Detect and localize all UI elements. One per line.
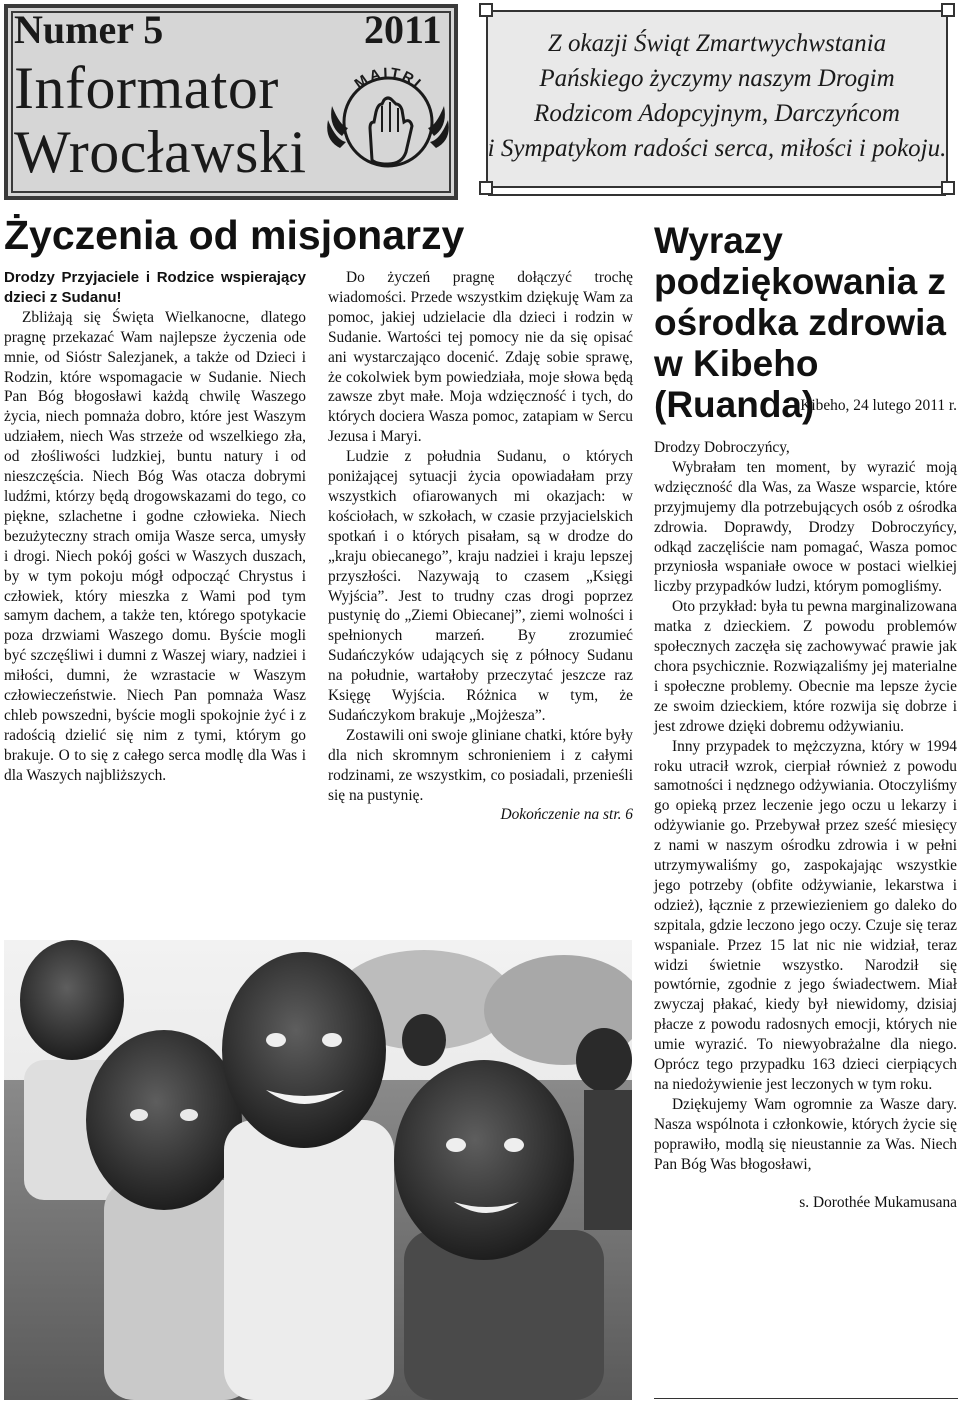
article-column-1	[4, 268, 306, 786]
article-paragraph: Wybrałam ten moment, by wyrazić moją wdzięczność dla Was, za Wasze wsparcie, które przyjmujemy dla potrzebujących osób z ośrodka zdrowia. Doprawdy, Drodzy Dobroczyńcy, odkąd zaczęliście nam pomagać, Wasza pomoc przyniosła wspaniałe owoce w postaci wielkiej liczby przypadków ludzi, którym pomogliśmy.	[654, 458, 957, 596]
article-salutation: Drodzy Przyjaciele i Rodzice wspierający dzieci z Sudanu!	[4, 269, 306, 306]
article-paragraph: Ludzie z południa Sudanu, o których poniżającej sytuacji życia opowiadałam przy wszystkich ofiarowanych mi okazjach: w kościołach, w szkołach, w czasie przyjacielskich spotkań i o których pisałam, są w drodze do „kraju obiecanego”, kraju nadziei i kraju lepszej przyszłości. Nazywają to czasem „Księgi Wyjścia”. Jest to trudny czas drogi poprzez pustynię do „Ziemi Obiecanej”, ziemi wolności i spełnionych marzeń. By zrozumieć Sudańczyków udających się z północy Sudanu na południe, wartałoby przeczytać jeszcze raz Księgę Wyjścia. Różnica w tym, że Sudańczykom brakuje „Mojżesza”.	[328, 448, 633, 724]
letter-place-date: Kibeho, 24 lutego 2011 r.	[800, 397, 957, 414]
sidebar-article-headline: Wyrazy podziękowania z ośrodka zdrowia w Kibeho (Ruanda)	[654, 220, 946, 425]
corner-ornament	[479, 181, 493, 195]
article-paragraph: Zostawili oni swoje gliniane chatki, które były dla nich skromnym schronieniem i z całymi rodzinami, ze wszystkim, co posiadali, przenieśli się na pustynię.	[328, 726, 633, 804]
letter-salutation: Drodzy Dobroczyńcy,	[654, 439, 790, 456]
newsletter-title-line1: Informator	[14, 55, 279, 121]
easter-greeting-text: Z okazji Świąt Zmartwychwstania Pańskiego życzymy naszym Drogim Rodzicom Adopcyjnym, Darczyńcom i Sympatykom radości serca, miłości i pokoju.	[487, 30, 947, 162]
corner-ornament	[479, 3, 493, 17]
svg-text:MAITRI	[351, 65, 425, 93]
article-paragraph: Do życzeń pragnę dołączyć trochę wiadomości. Przede wszystkim dziękuję Wam za pomoc, jakiej udzielacie dla dzieci i rodzin w Sudanie. Wartości tej pomocy nie da się opisać ani wystarczająco docenić. Zdaję sobie sprawę, że cokolwiek bym powiedziała, moje słowa będą zawsze zbyt małe. Moja wdzięczność i tych, do których dociera Wasza pomoc, zatapiam w Sercu Jezusa i Maryi.	[328, 269, 633, 446]
issue-number: Numer 5	[14, 7, 164, 52]
logo-text: MAITRI	[351, 64, 426, 93]
article-paragraph: Zbliżają się Święta Wielkanocne, dlatego pragnę przekazać Wam najlepsze życzenia ode mnie, od Sióstr Salezjanek, a także od Dzieci i Rodzin, które wspomagacie w Sudanie. Niech Pan Bóg błogosławi każdą chwilę Waszego życia, niech pomnaża dobro, które jest Waszym udziałem, niech Was strzeże od wszelkiego zła, od złośliwości ludzkiej, buntu natury i od nieszczęścia. Niech Bóg Was otacza dobrymi ludźmi, którzy będą drogowskazami do tego, co piękne, szlachetne i godne człowieka. Niech bezużyteczny strach omija Wasze serca, umysły i drogi. Niech pokój gości w Waszych duszach, by w tym pokoju mógł odpocząć Chrystus i człowiek, który mieszka z Wami pod tym samym dachem, a także ten, którego spotykacie poza drzwiami Waszego domu. Byście mogli być szczęśliwi i dumni z Waszej wiary, nadziei i miłości, dumni, że wzrastacie w Waszym człowieczeństwie. Niech Pan pomnaża Wasz chleb powszedni, byście mogli spokojnie żyć i z radością dzielić się nim z tymi, którym go brakuje. O to się z całego serca modlę dla Was i dla Waszych najbliższych.	[4, 308, 306, 784]
article-paragraph: Oto przykład: była tu pewna marginalizowana matka z dzieckiem. Z powodu problemów społecznych zaczęła się zachowywać prawie jak chora psychicznie. Rozwiązaliśmy jej materialne i społeczne problemy. Obecnie ma lepsze życie ze swoim dzieckiem, które rozwija się dobrze i jest zdrowe dzięki dobremu odżywianiu.	[654, 598, 957, 735]
children-photo	[4, 940, 632, 1400]
article-paragraph: Inny przypadek to mężczyzna, który w 1994 roku utracił wzrok, cierpiał również z powodu samotności i nędznego odżywiania. Otoczyliśmy go opieką przez leczenie jego oczu u lekarzy i odżywianie go. Przebywał przez sześć miesięcy z nami w naszym ośrodku zdrowia i w pełni utrzymywaliśmy go, zaspokajając wszystkie jego potrzeby (obfite odżywianie, lekarstwa i odzież), łącznie z przewiezieniem go daleko do szpitala, gdzie leczono jego oczy. Czuje się teraz wspaniale. Przez 15 lat nic nie widział, teraz widzi świetnie wszystko. Narodził się powtórnie, zgodnie z jego świadectwem. Miał zwyczaj płakać, kiedy był niewidomy, dzisiaj płacze z powodu radosnych emocji, których nie umie wyrazić. To niewyobrażalne dla niego. Oprócz tego przypadku 163 dzieci cierpiących na niedożywienie jest leczonych w tym roku.	[654, 737, 957, 1093]
letter-signature: s. Dorothée Mukamusana	[799, 1193, 957, 1211]
corner-ornament	[941, 3, 955, 17]
article-paragraph: Dziękujemy Wam ogromnie za Wasze dary. Nasza wspólnota i członkowie, których życie się poprawiło, modlą się nieustannie za Was. Niech Pan Bóg Was błogosławi,	[654, 1095, 957, 1173]
divider	[654, 1398, 958, 1399]
corner-ornament	[941, 181, 955, 195]
article-column-2	[328, 268, 633, 825]
continued-link[interactable]: Dokończenie na str. 6	[500, 806, 633, 824]
newsletter-title-line2: Wrocławski	[14, 119, 307, 185]
article-column-3	[654, 438, 957, 1212]
article-headline: Życzenia od misjonarzy	[4, 212, 465, 258]
issue-year: 2011	[364, 7, 442, 52]
maitri-logo-icon	[326, 56, 450, 188]
